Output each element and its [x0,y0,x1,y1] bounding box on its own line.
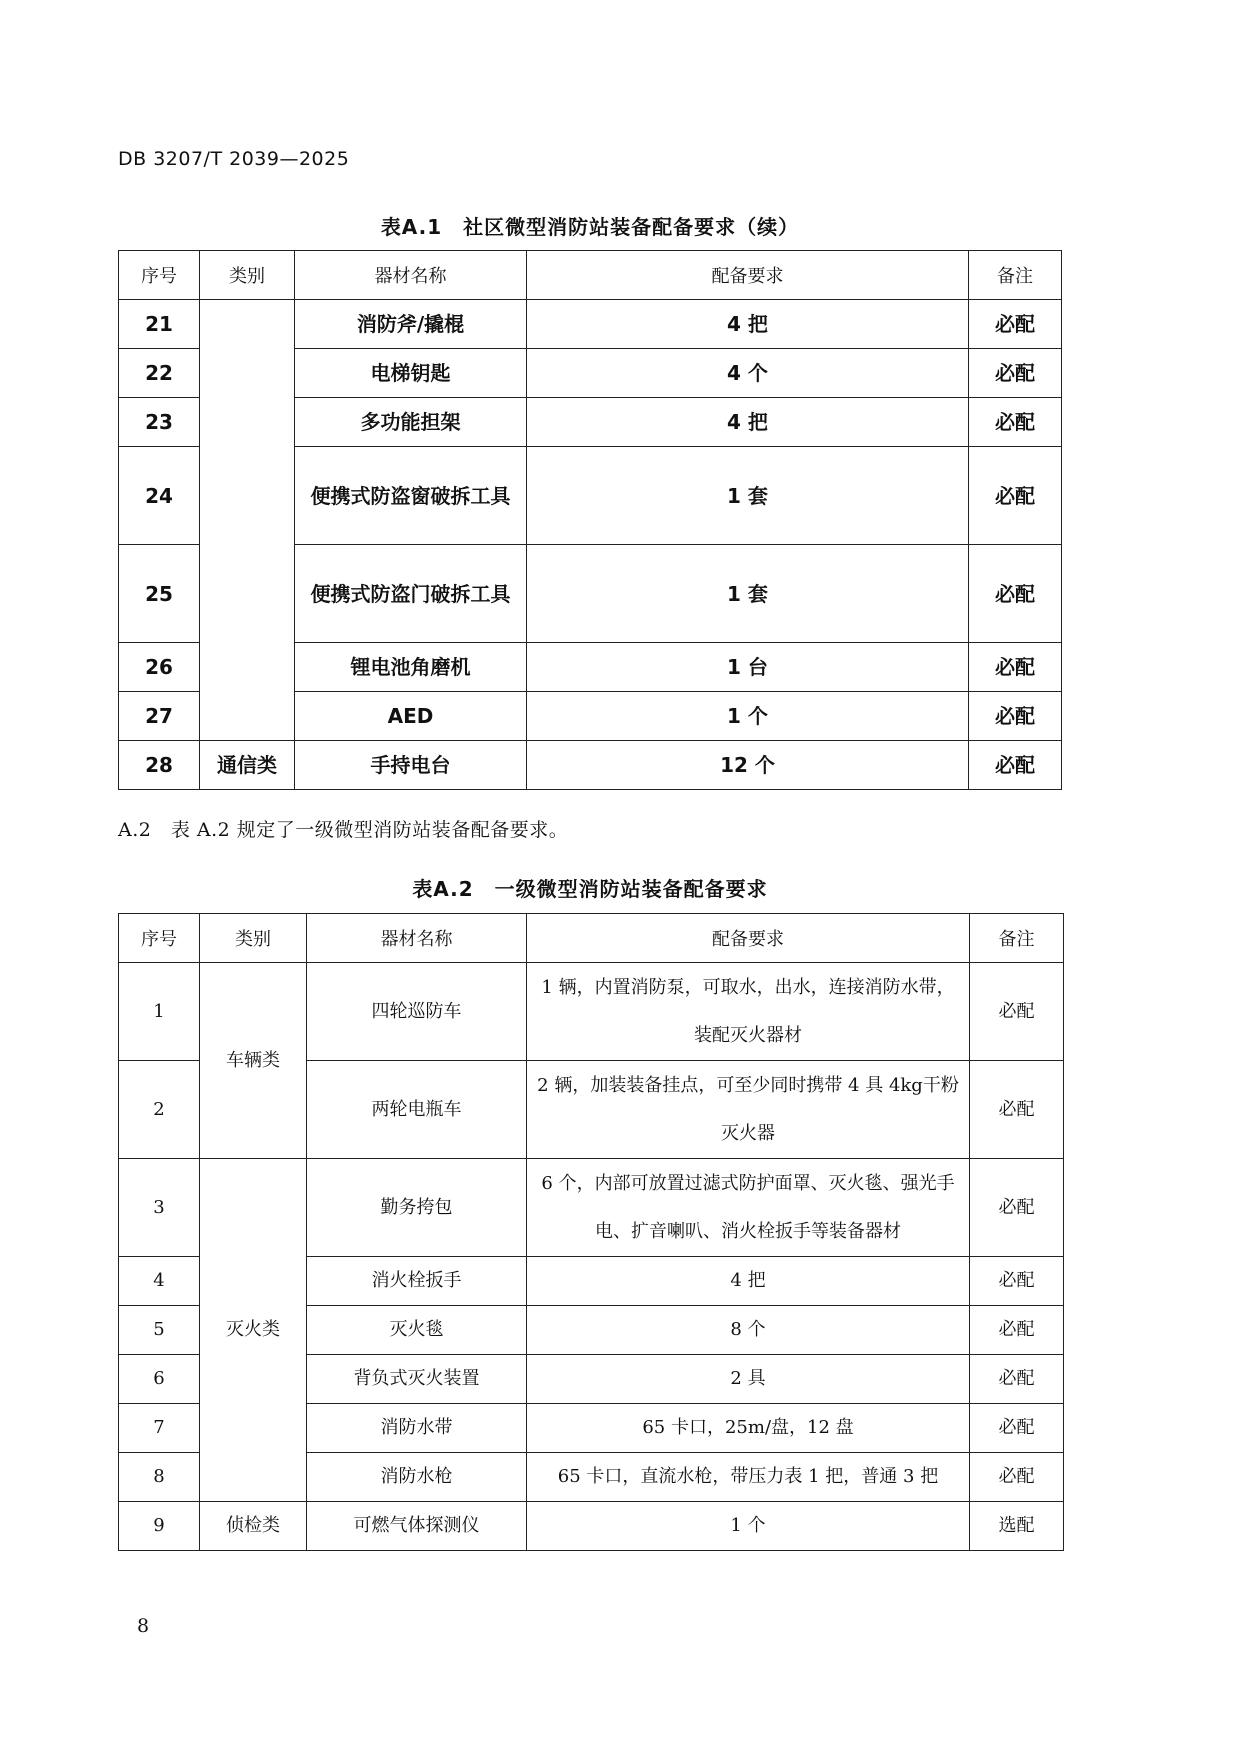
cell-no: 7 [119,1404,200,1453]
cell-note: 必配 [970,1404,1064,1453]
cell-note: 必配 [970,1355,1064,1404]
cell-requirement: 4 个 [527,349,969,398]
cell-no: 8 [119,1453,200,1502]
cell-requirement: 1 辆，内置消防泵，可取水，出水，连接消防水带，装配灭火器材 [527,963,970,1061]
cell-requirement: 2 辆，加装装备挂点，可至少同时携带 4 具 4kg干粉灭火器 [527,1061,970,1159]
cell-name: 消防斧/撬棍 [295,300,527,349]
table-a2-title: 表A.2 一级微型消防站装备配备要求 [412,877,768,901]
header-requirement: 配备要求 [527,914,970,963]
header-note: 备注 [969,251,1062,300]
cell-no: 25 [119,545,200,643]
table-row [119,1159,1064,1257]
cell-no: 22 [119,349,200,398]
cell-requirement: 4 把 [527,1257,970,1306]
cell-name: 便携式防盗门破拆工具 [295,545,527,643]
cell-note: 必配 [970,1306,1064,1355]
table-row [119,300,1062,349]
cell-requirement: 65 卡口，直流水枪，带压力表 1 把，普通 3 把 [527,1453,970,1502]
table-row [119,741,1062,790]
cell-no: 23 [119,398,200,447]
cell-name: AED [295,692,527,741]
cell-name: 背负式灭火装置 [307,1355,527,1404]
document-code: DB 3207/T 2039—2025 [118,148,350,170]
page-number: 8 [137,1615,150,1637]
cell-name: 可燃气体探测仪 [307,1502,527,1551]
cell-requirement: 1 台 [527,643,969,692]
header-no: 序号 [119,914,200,963]
header-note: 备注 [970,914,1064,963]
cell-no: 9 [119,1502,200,1551]
cell-category: 车辆类 [200,963,307,1159]
cell-no: 21 [119,300,200,349]
cell-no: 27 [119,692,200,741]
cell-no: 4 [119,1257,200,1306]
cell-note: 必配 [969,692,1062,741]
cell-name: 手持电台 [295,741,527,790]
cell-note: 必配 [969,447,1062,545]
table-row [119,963,1064,1061]
cell-category: 通信类 [200,741,295,790]
cell-no: 26 [119,643,200,692]
cell-name: 两轮电瓶车 [307,1061,527,1159]
cell-note: 必配 [969,643,1062,692]
cell-note: 必配 [969,741,1062,790]
cell-requirement: 4 把 [527,398,969,447]
cell-requirement: 2 具 [527,1355,970,1404]
cell-note: 必配 [970,1257,1064,1306]
table-a1-title: 表A.1 社区微型消防站装备配备要求（续） [380,215,800,239]
header-category: 类别 [200,251,295,300]
cell-note: 必配 [969,398,1062,447]
header-category: 类别 [200,914,307,963]
cell-note: 必配 [970,963,1064,1061]
cell-name: 锂电池角磨机 [295,643,527,692]
cell-note: 必配 [969,545,1062,643]
cell-note: 必配 [969,349,1062,398]
cell-requirement: 1 套 [527,545,969,643]
table-row [119,1502,1064,1551]
cell-name: 电梯钥匙 [295,349,527,398]
cell-no: 3 [119,1159,200,1257]
cell-category-empty [200,300,295,741]
table-header-row [119,914,1064,963]
cell-name: 四轮巡防车 [307,963,527,1061]
cell-note: 必配 [970,1061,1064,1159]
cell-name: 消防水带 [307,1404,527,1453]
cell-requirement: 1 套 [527,447,969,545]
cell-requirement: 1 个 [527,692,969,741]
table-a1 [118,250,1062,790]
cell-note: 选配 [970,1502,1064,1551]
cell-requirement: 65 卡口，25m/盘，12 盘 [527,1404,970,1453]
cell-note: 必配 [970,1159,1064,1257]
cell-name: 消火栓扳手 [307,1257,527,1306]
cell-requirement: 6 个，内部可放置过滤式防护面罩、灭火毯、强光手电、扩音喇叭、消火栓扳手等装备器材 [527,1159,970,1257]
cell-category: 侦检类 [200,1502,307,1551]
cell-no: 6 [119,1355,200,1404]
cell-requirement: 12 个 [527,741,969,790]
section-a2-paragraph: A.2 表 A.2 规定了一级微型消防站装备配备要求。 [118,819,569,841]
table-header-row [119,251,1062,300]
cell-note: 必配 [969,300,1062,349]
cell-name: 多功能担架 [295,398,527,447]
header-equipment-name: 器材名称 [307,914,527,963]
cell-no: 1 [119,963,200,1061]
header-no: 序号 [119,251,200,300]
cell-no: 2 [119,1061,200,1159]
cell-name: 灭火毯 [307,1306,527,1355]
cell-no: 5 [119,1306,200,1355]
cell-no: 24 [119,447,200,545]
cell-name: 勤务挎包 [307,1159,527,1257]
cell-note: 必配 [970,1453,1064,1502]
cell-name: 消防水枪 [307,1453,527,1502]
cell-no: 28 [119,741,200,790]
header-requirement: 配备要求 [527,251,969,300]
cell-requirement: 1 个 [527,1502,970,1551]
cell-name: 便携式防盗窗破拆工具 [295,447,527,545]
cell-category: 灭火类 [200,1159,307,1502]
header-equipment-name: 器材名称 [295,251,527,300]
table-a2 [118,913,1064,1551]
cell-requirement: 8 个 [527,1306,970,1355]
cell-requirement: 4 把 [527,300,969,349]
